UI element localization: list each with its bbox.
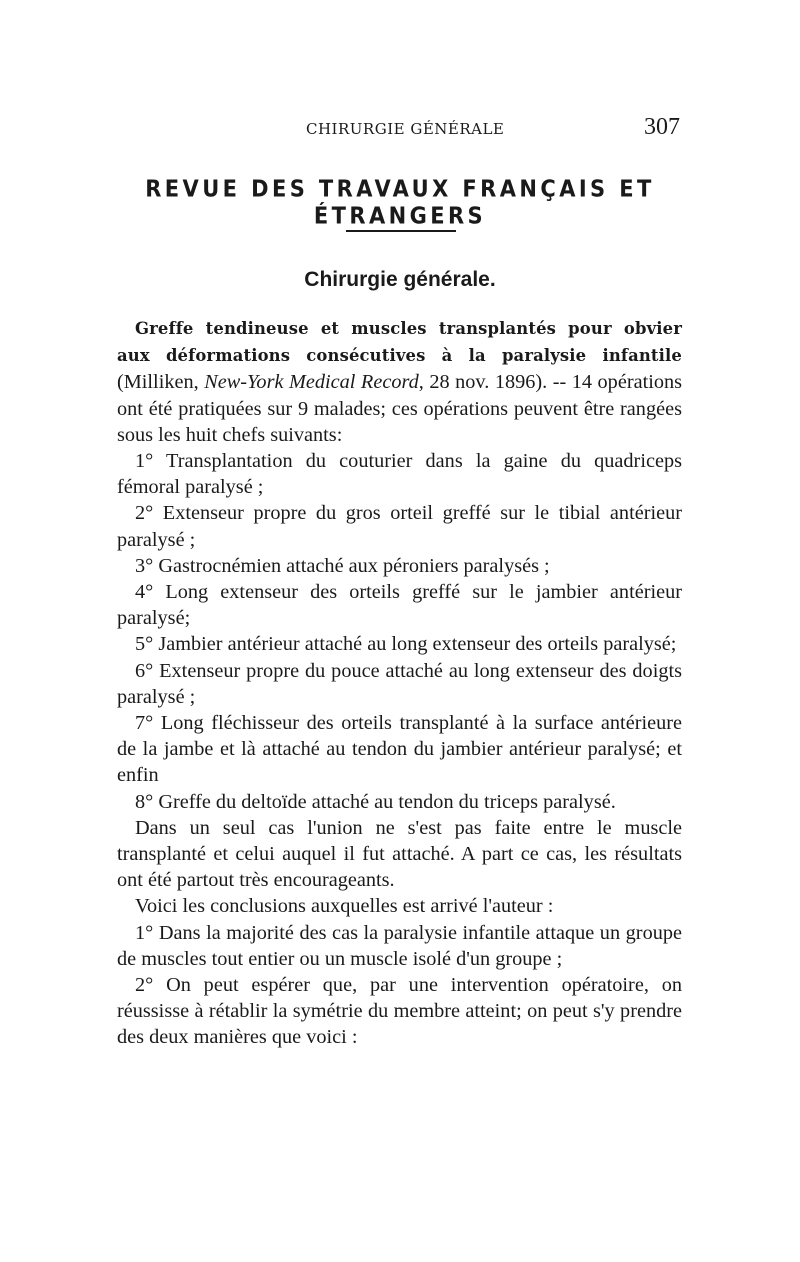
list-item: 8° Greffe du deltoïde attaché au tendon du triceps paralysé.: [135, 790, 616, 813]
article-body: [117, 315, 682, 1051]
section-heading: REVUE DES TRAVAUX FRANÇAIS ET ÉTRANGERS: [145, 175, 655, 229]
source-open: (Milliken,: [117, 371, 205, 394]
conclusion-item: 2° On peut espérer que, par une intervention opératoire, on réussisse à rétablir la symétrie du membre atteint; on peut s'y prendre des deux manières que voici :: [117, 974, 682, 1049]
running-head: [118, 114, 682, 142]
source-close: , 28 nov. 1896). -- 14 opérations ont été pratiquées sur 9 malades; ces opérations peuvent être rangées sous les huit chefs suivants:: [117, 371, 683, 446]
results-paragraph: Dans un seul cas l'union ne s'est pas faite entre le muscle transplanté et celui auquel il fut attaché. A part ce cas, les résultats ont été partout très encourageants.: [117, 816, 682, 892]
list-item: 4° Long extenseur des orteils greffé sur le jambier antérieur paralysé;: [117, 581, 682, 630]
conclusion-item: 1° Dans la majorité des cas la paralysie infantile attaque un groupe de muscles tout entier ou un muscle isolé d'un groupe ;: [117, 921, 682, 970]
section-subheading: Chirurgie générale.: [304, 268, 496, 291]
heading-divider: [346, 230, 456, 232]
list-item: 1° Transplantation du couturier dans la gaine du quadriceps fémoral paralysé ;: [117, 450, 682, 499]
list-item: 3° Gastrocnémien attaché aux péroniers paralysés ;: [135, 554, 550, 577]
article-intro-paragraph: [117, 315, 682, 448]
running-title: CHIRURGIE GÉNÉRALE: [306, 120, 505, 138]
conclusions-intro: Voici les conclusions auxquelles est arrivé l'auteur :: [135, 895, 554, 918]
page-number: 307: [644, 114, 680, 140]
list-item: 6° Extenseur propre du pouce attaché au long extenseur des doigts paralysé ;: [117, 659, 682, 708]
article-title: Greffe tendineuse et muscles transplantés pour obvier aux déformations consécutives à la paralysie infantile: [117, 319, 682, 366]
list-item: 2° Extenseur propre du gros orteil greffé sur le tibial antérieur paralysé ;: [117, 502, 682, 551]
list-item: 5° Jambier antérieur attaché au long extenseur des orteils paralysé;: [135, 633, 677, 656]
journal-name: New-York Medical Record: [204, 371, 419, 394]
list-item: 7° Long fléchisseur des orteils transplanté à la surface antérieure de la jambe et là attaché au tendon du jambier antérieur paralysé; et enfin: [117, 712, 682, 787]
